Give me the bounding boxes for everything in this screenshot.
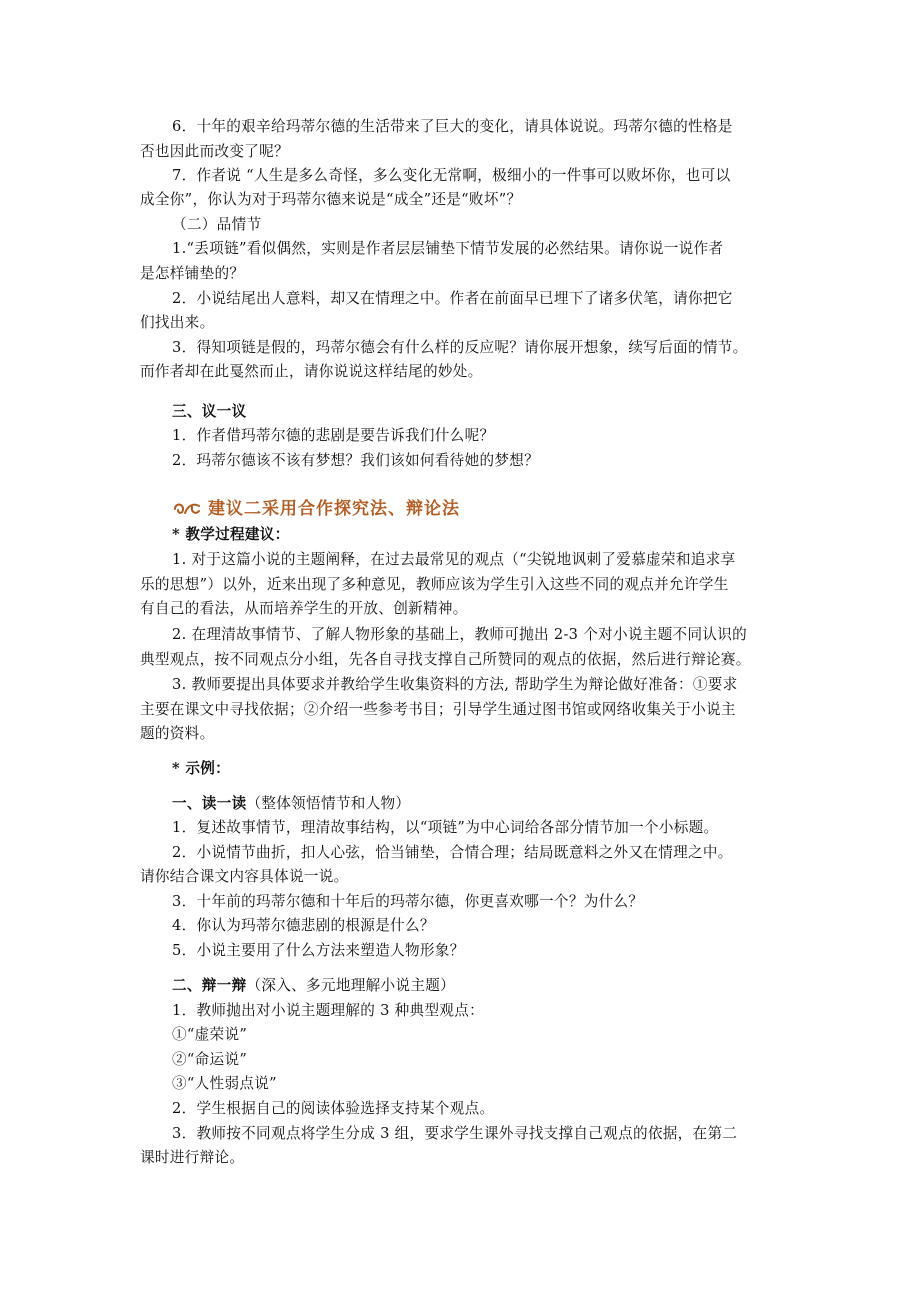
- section-heading-line: [172, 794, 410, 814]
- label-line: * 教学过程建议：: [172, 526, 290, 543]
- section-heading: 一、读一读: [172, 795, 247, 812]
- text-line: 题的资料。: [140, 725, 215, 742]
- section-heading-line: [172, 976, 455, 996]
- section-heading: 三、议一议: [172, 403, 247, 420]
- text-line: 1.“丢项链”看似偶然，实则是作者层层铺垫下情节发展的必然结果。请你说一说作者: [172, 240, 724, 257]
- text-line: 请你结合课文内容具体说一说。: [140, 868, 349, 885]
- suggestion-heading: [172, 498, 460, 520]
- text-line: 2．玛蒂尔德该不该有梦想？我们该如何看待她的梦想？: [172, 452, 540, 469]
- section-heading: 二、辩一辩: [172, 977, 247, 994]
- text-line: 3．十年前的玛蒂尔德和十年后的玛蒂尔德，你更喜欢哪一个？为什么？: [172, 893, 644, 910]
- text-line: 3．教师按不同观点将学生分成 3 组，要求学生课外寻找支撑自己观点的依据，在第二: [172, 1125, 738, 1142]
- text-line: 否也因此而改变了呢？: [140, 143, 289, 160]
- text-line: 2．学生根据自己的阅读体验选择支持某个观点。: [172, 1100, 495, 1117]
- section-note: （整体领悟情节和人物）: [246, 795, 411, 812]
- text-line: 2．小说情节曲折，扣人心弦，恰当铺垫，合情合理；结局既意料之外又在情理之中。: [172, 844, 733, 861]
- text-line: 有自己的看法，从而培养学生的开放、创新精神。: [140, 600, 468, 617]
- text-line: 2. 在理清故事情节、了解人物形象的基础上，教师可抛出 2-3 个对小说主题不同认识的: [172, 626, 748, 643]
- text-line: 成全你”，你认为对于玛蒂尔德来说是“成全”还是“败坏”？: [140, 191, 522, 208]
- label-line: * 示例：: [172, 760, 230, 777]
- text-line: 1. 对于这篇小说的主题阐释，在过去最常见的观点（“尖锐地讽刺了爱慕虚荣和追求享: [172, 551, 736, 568]
- text-line: 1．复述故事情节，理清故事结构，以“项链”为中心词给各部分情节加一个小标题。: [172, 819, 719, 836]
- text-line: 6．十年的艰辛给玛蒂尔德的生活带来了巨大的变化，请具体说说。玛蒂尔德的性格是: [172, 118, 733, 135]
- text-line: 1．作者借玛蒂尔德的悲剧是要告诉我们什么呢？: [172, 427, 495, 444]
- section-note: （深入、多元地理解小说主题）: [246, 977, 455, 994]
- list-item: ①“虚荣说”: [172, 1026, 248, 1043]
- text-line: 们找出来。: [140, 314, 215, 331]
- scroll-ornament-icon: [172, 499, 202, 519]
- text-line: 是怎样铺垫的？: [140, 265, 245, 282]
- text-line: 课时进行辩论。: [140, 1149, 245, 1166]
- text-line: 乐的思想”）以外，近来出现了多种意见，教师应该为学生引入这些不同的观点并允许学生: [140, 576, 729, 593]
- text-line: 1．教师抛出对小说主题理解的 3 种典型观点：: [172, 1002, 485, 1019]
- text-line: 3. 教师要提出具体要求并教给学生收集资料的方法, 帮助学生为辩论做好准备：①要求: [172, 676, 738, 693]
- text-line: 2．小说结尾出人意料，却又在情理之中。作者在前面早已埋下了诸多伏笔，请你把它: [172, 290, 733, 307]
- list-item: ③“人性弱点说”: [172, 1075, 277, 1092]
- text-line: 典型观点，按不同观点分小组，先各自寻找支撑自己所赞同的观点的依据，然后进行辩论赛。: [140, 651, 751, 668]
- text-line: 5．小说主要用了什么方法来塑造人物形象？: [172, 942, 465, 959]
- text-line: 4．你认为玛蒂尔德悲剧的根源是什么？: [172, 917, 435, 934]
- text-line: 3．得知项链是假的，玛蒂尔德会有什么样的反应呢？请你展开想象，续写后面的情节。: [172, 339, 748, 356]
- suggestion-heading-text: 建议二采用合作探究法、辩论法: [208, 499, 460, 519]
- section-subheading: （二）品情节: [172, 216, 262, 233]
- text-line: 7．作者说 “人生是多么奇怪，多么变化无常啊，极细小的一件事可以败坏你，也可以: [172, 167, 731, 184]
- text-line: 主要在课文中寻找依据；②介绍一些参考书目；引导学生通过图书馆或网络收集关于小说主: [140, 701, 736, 718]
- text-line: 而作者却在此戛然而止，请你说说这样结尾的妙处。: [140, 363, 483, 380]
- list-item: ②“命运说”: [172, 1051, 248, 1068]
